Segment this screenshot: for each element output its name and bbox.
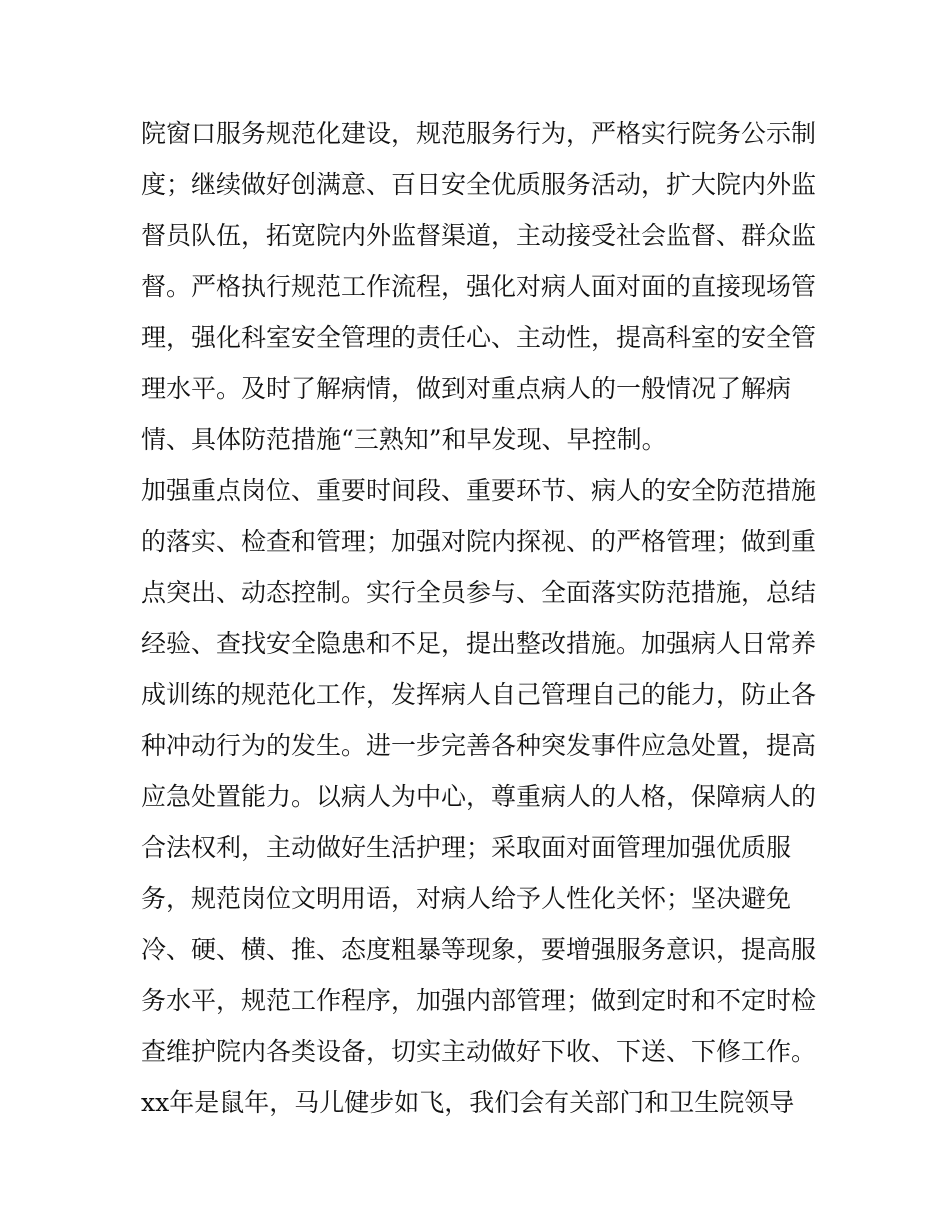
text-line: 理，强化科室安全管理的责任心、主动性，提高科室的安全管 — [141, 323, 817, 352]
text-line: 院窗口服务规范化建设，规范服务行为，严格实行院务公示制 — [141, 119, 817, 148]
text-line: 务，规范岗位文明用语，对病人给予人性化关怀；坚决避免 — [141, 884, 792, 913]
text-line: 冷、硬、横、推、态度粗暴等现象，要增强服务意识，提高服 — [141, 935, 817, 964]
text-line: 经验、查找安全隐患和不足，提出整改措施。加强病人日常养 — [141, 629, 817, 658]
text-line: 查维护院内各类设备，切实主动做好下收、下送、下修工作。 — [141, 1037, 817, 1066]
text-line: 应急处置能力。以病人为中心，尊重病人的人格，保障病人的 — [141, 782, 817, 811]
text-line: 督。严格执行规范工作流程，强化对病人面对面的直接现场管 — [141, 272, 817, 301]
text-line: 成训练的规范化工作，发挥病人自己管理自己的能力，防止各 — [141, 680, 817, 709]
text-line: 情、具体防范措施“三熟知”和早发现、早控制。 — [141, 425, 667, 454]
text-line: 点突出、动态控制。实行全员参与、全面落实防范措施，总结 — [141, 578, 817, 607]
text-line: 的落实、检查和管理；加强对院内探视、的严格管理；做到重 — [141, 527, 817, 556]
text-line: 加强重点岗位、重要时间段、重要环节、病人的安全防范措施 — [141, 476, 817, 505]
body-text — [141, 108, 821, 1128]
text-line: 务水平，规范工作程序，加强内部管理；做到定时和不定时检 — [141, 986, 817, 1015]
text-line: 理水平。及时了解病情，做到对重点病人的一般情况了解病 — [141, 374, 792, 403]
text-line: 度；继续做好创满意、百日安全优质服务活动，扩大院内外监 — [141, 170, 817, 199]
text-line: xx年是鼠年，马儿健步如飞，我们会有关部门和卫生院领导 — [141, 1088, 795, 1117]
text-line: 合法权利，主动做好生活护理；采取面对面管理加强优质服 — [141, 833, 792, 862]
text-line: 督员队伍，拓宽院内外监督渠道，主动接受社会监督、群众监 — [141, 221, 817, 250]
text-line: 种冲动行为的发生。进一步完善各种突发事件应急处置，提高 — [141, 731, 817, 760]
